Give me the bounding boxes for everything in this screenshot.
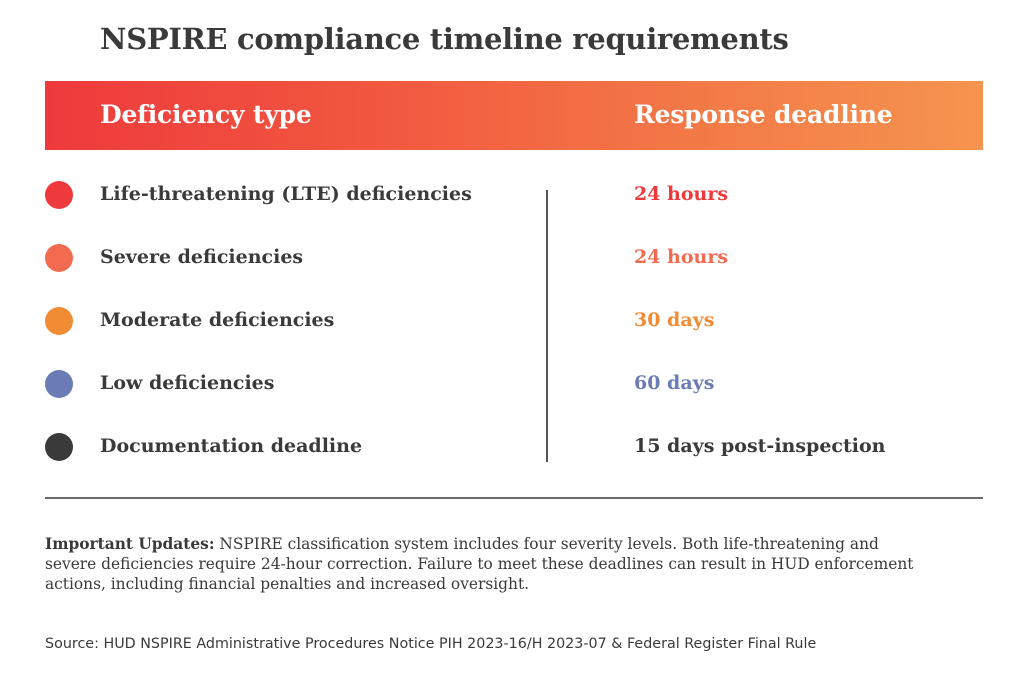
severity-dot-icon (45, 244, 73, 272)
deadline-value: 60 days (634, 372, 715, 394)
table-row (0, 239, 1024, 279)
severity-dot-icon (45, 433, 73, 461)
severity-dot-icon (45, 181, 73, 209)
table-row (0, 302, 1024, 342)
deadline-value: 24 hours (634, 183, 729, 205)
header-response-deadline: Response deadline (634, 100, 893, 129)
table-header (45, 81, 983, 150)
deficiency-label: Moderate deficiencies (100, 309, 335, 331)
column-divider (546, 190, 548, 462)
severity-dot-icon (45, 370, 73, 398)
note-lead: Important Updates: (45, 535, 215, 553)
deficiency-label: Life-threatening (LTE) deficiencies (100, 183, 472, 205)
deficiency-label: Severe deficiencies (100, 246, 304, 268)
note-body: NSPIRE classification system includes four severity levels. Both life-threatening and severe deficiencies require 24-hour correction. Failure to meet these deadlines can result in HUD enforcement actions, including financial penalties and increased oversight. (45, 535, 914, 593)
source-citation: Source: HUD NSPIRE Administrative Procedures Notice PIH 2023-16/H 2023-07 & Federal Register Final Rule (45, 636, 817, 652)
deadline-value: 24 hours (634, 246, 729, 268)
header-deficiency-type: Deficiency type (100, 100, 312, 129)
important-updates-note (45, 534, 915, 594)
severity-dot-icon (45, 307, 73, 335)
table-row (0, 176, 1024, 216)
page-title: NSPIRE compliance timeline requirements (100, 22, 789, 56)
deficiency-label: Low deficiencies (100, 372, 275, 394)
deadline-value: 30 days (634, 309, 715, 331)
deficiency-label: Documentation deadline (100, 435, 363, 457)
table-row (0, 365, 1024, 405)
section-divider (45, 497, 983, 499)
deadline-value: 15 days post-inspection (634, 435, 886, 457)
table-row (0, 428, 1024, 468)
